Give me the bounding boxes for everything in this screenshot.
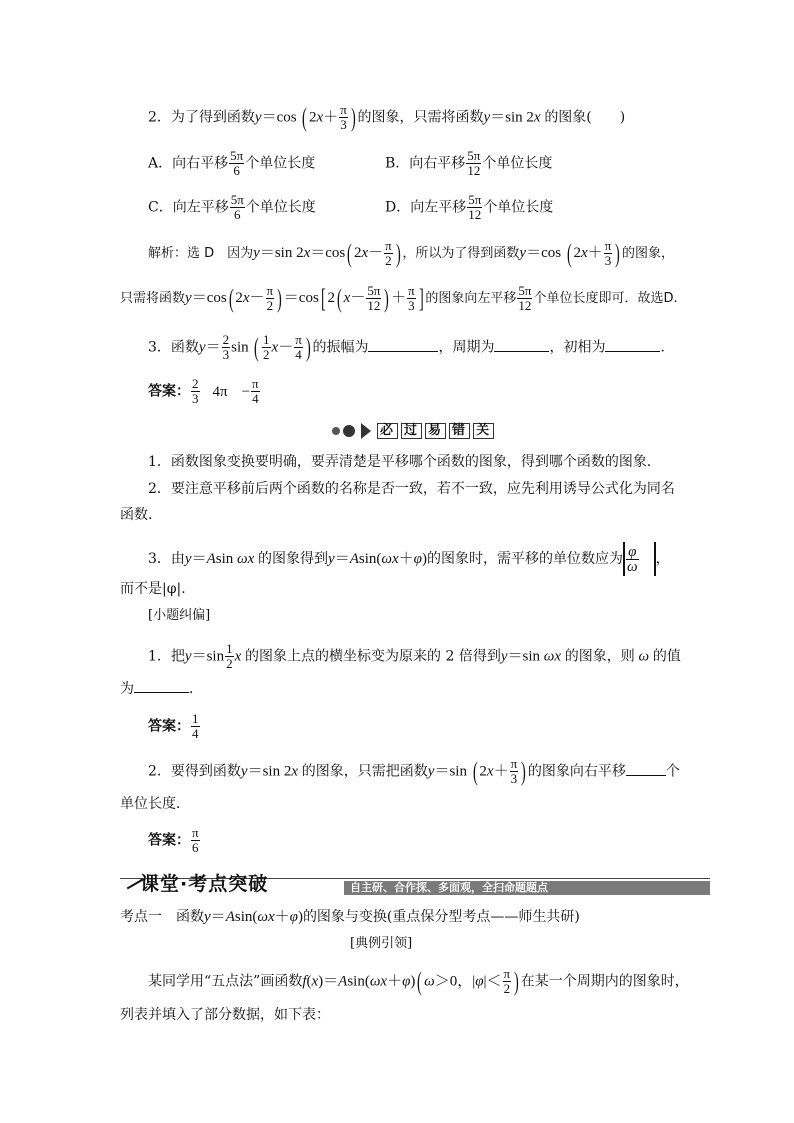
note-2b: 函数． — [120, 507, 162, 523]
small-q1-answer: 答案： $\frac{1}{4}$ — [148, 711, 199, 741]
note-3b: 而不是|φ|. — [120, 581, 186, 597]
omega-blank — [134, 678, 189, 693]
q2-option-b: B．向右平移 $\frac{5\pi}{12}$ 个单位长度 — [385, 148, 553, 178]
note-1: 1．函数图象变换要明确，要弄清楚是平移哪个函数的图象，得到哪个函数的图象． — [148, 454, 661, 470]
small-q2-answer: 答案： $\frac{\pi}{6}$ — [148, 825, 199, 855]
note-3: 3．由y＝Asin ωx 的图象得到y＝Asin(ωx＋φ)的图象时，需平移的单位数应为 $\frac{\varphi}{\omega}$ ， — [148, 543, 670, 575]
example-tag: [典例引领] — [350, 936, 413, 951]
small-dot-icon — [332, 427, 340, 435]
q2-stem: 2．为了得到函数y＝cos ( 2x＋ $\frac{\pi}{3}$ ) 的图象，只需将函数y＝sin 2x 的图象( ) — [148, 102, 626, 132]
solution-line-2: 只需将函数y＝cos( 2x－ $\frac{\pi}{2}$ ) ＝cos[ 2( x－ $\frac{5\pi}{12}$ ) ＋ $\frac{\pi}{3}$ ] 的图象向左平移 $\frac{5\pi}{12}$ 个单位长度即可．故选D. — [120, 283, 678, 313]
banner-subtitle: 自主研、合作探、多面观，全扫命题题点 — [350, 881, 548, 894]
banner-title: 课堂·考点突破 — [140, 873, 269, 895]
kaodian-title: 考点一 函数y＝Asin(ωx＋φ)的图象与变换(重点保分型考点——师生共研) — [120, 909, 580, 925]
phase-blank — [605, 337, 660, 352]
section-banner — [120, 875, 710, 897]
small-q1: 1．把y＝sin $\frac{1}{2}$ x 的图象上点的横坐标变为原来的 2 倍得到y＝sin ωx 的图象，则 ω 的值 — [148, 641, 681, 671]
shift-blank — [626, 761, 666, 776]
small-q2: 2．要得到函数y＝sin 2x 的图象，只需把函数y＝sin ( 2x＋ $\frac{\pi}{3}$ ) 的图象向右平移 个 — [148, 756, 680, 786]
q2-option-d: D．向左平移 $\frac{5\pi}{12}$ 个单位长度 — [385, 192, 554, 222]
small-q1b: 为 ． — [120, 678, 203, 699]
small-tag: [小题纠偏] — [148, 608, 211, 623]
amplitude-blank — [368, 337, 438, 352]
q2-option-a: A．向右平移 $\frac{5\pi}{6}$ 个单位长度 — [148, 148, 316, 178]
example-paragraph-2: 列表并填入了部分数据，如下表： — [120, 1007, 330, 1023]
solution-line-1: 解析：选 D 因为y＝sin 2x＝cos( 2x－ $\frac{\pi}{2}$ ) ，所以为了得到函数y＝cos ( 2x＋ $\frac{\pi}{3}$ ) 的图象， — [148, 238, 674, 268]
must-pass-title: 必 过 易 错 关 — [377, 423, 497, 439]
must-pass-header — [332, 421, 497, 441]
large-dot-icon — [343, 425, 355, 437]
small-q2b: 单位长度． — [120, 796, 190, 812]
arrow-icon — [361, 423, 371, 439]
q3-answer: 答案： $\frac{2}{3}$ 4π − $\frac{\pi}{4}$ — [148, 376, 259, 406]
q2-option-c: C．向左平移 $\frac{5\pi}{6}$ 个单位长度 — [148, 192, 316, 222]
example-paragraph-1: 某同学用“五点法”画函数f(x)＝Asin(ωx＋φ)( ω＞0，|φ|＜ $\frac{\pi}{2}$ ) 在某一个周期内的图象时， — [148, 966, 689, 996]
period-blank — [494, 337, 549, 352]
note-2a: 2．要注意平移前后两个函数的名称是否一致，若不一致，应先利用诱导公式化为同名 — [148, 481, 675, 497]
q3-stem: 3．函数y＝ $\frac{2}{3}$ sin ( $\frac{1}{2}$ x－ $\frac{\pi}{4}$ ) 的振幅为 ，周期为 ，初相为 ． — [148, 332, 675, 362]
